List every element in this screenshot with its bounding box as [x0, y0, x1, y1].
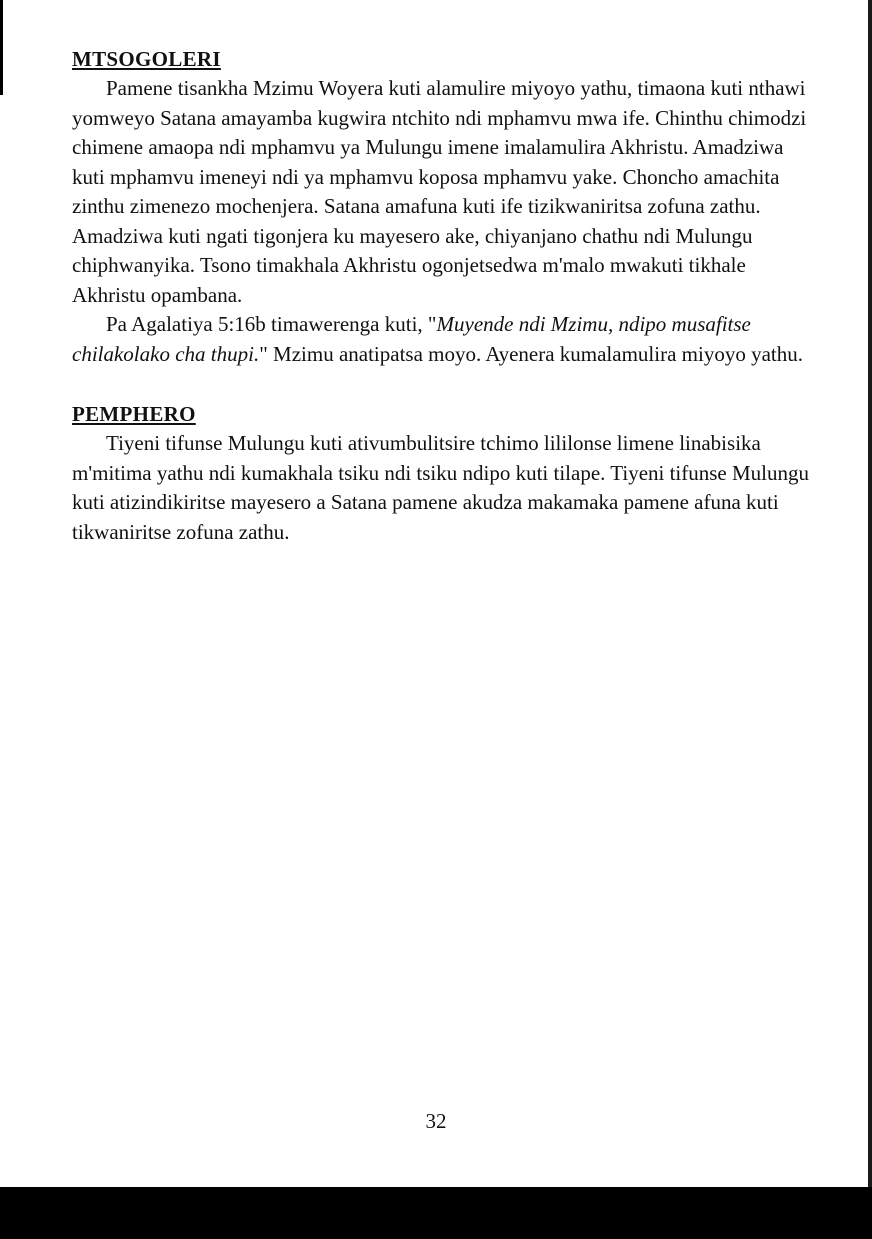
- section-mtsogoleri: [72, 44, 812, 369]
- page-content: [72, 44, 812, 547]
- page-number: 32: [425, 1109, 447, 1133]
- section-heading-mtsogoleri: MTSOGOLERI: [72, 47, 221, 71]
- scan-left-edge: [0, 0, 3, 95]
- section-pemphero: [72, 399, 812, 547]
- paragraph-mtsogoleri-2: [72, 310, 812, 369]
- scan-right-edge: [868, 0, 872, 1239]
- paragraph-mtsogoleri-2-after: " Mzimu anatipatsa moyo. Ayenera kumalamulira miyoyo yathu.: [259, 341, 803, 366]
- scan-bottom-border: [0, 1187, 872, 1239]
- paragraph-mtsogoleri-1: Pamene tisankha Mzimu Woyera kuti alamulire miyoyo yathu, timaona kuti nthawi yomweyo Satana amayamba kugwira ntchito ndi mphamvu mwa ife. Chinthu chimodzi chimene amaopa ndi mphamvu ya Mulungu imene imalamulira Akhristu. Amadziwa kuti mphamvu imeneyi ndi ya mphamvu koposa mphamvu yake. Choncho amachita zinthu zimenezo mochenjera. Satana amafuna kuti ife tizikwaniritsa zofuna zathu. Amadziwa kuti ngati tigonjera ku mayesero ake, chiyanjano chathu ndi Mulungu chiphwanyika. Tsono timakhala Akhristu ogonjetsedwa m'malo mwakuti tikhale Akhristu opambana.: [72, 76, 807, 307]
- paragraph-mtsogoleri-2-before: Pa Agalatiya 5:16b timawerenga kuti, ": [106, 312, 437, 336]
- scripture-quote: Muyende ndi Mzimu, ndipo musafitse chilakolako cha thupi.: [72, 312, 751, 366]
- section-heading-pemphero: PEMPHERO: [72, 402, 196, 426]
- paragraph-pemphero-1: Tiyeni tifunse Mulungu kuti ativumbulitsire tchimo lililonse limene linabisika m'mitima yathu ndi kumakhala tsiku ndi tsiku ndipo kuti tilape. Tiyeni tifunse Mulungu kuti atizindikiritse mayesero a Satana pamene akudza makamaka pamene afuna kuti tikwaniritse zofuna zathu.: [72, 431, 810, 544]
